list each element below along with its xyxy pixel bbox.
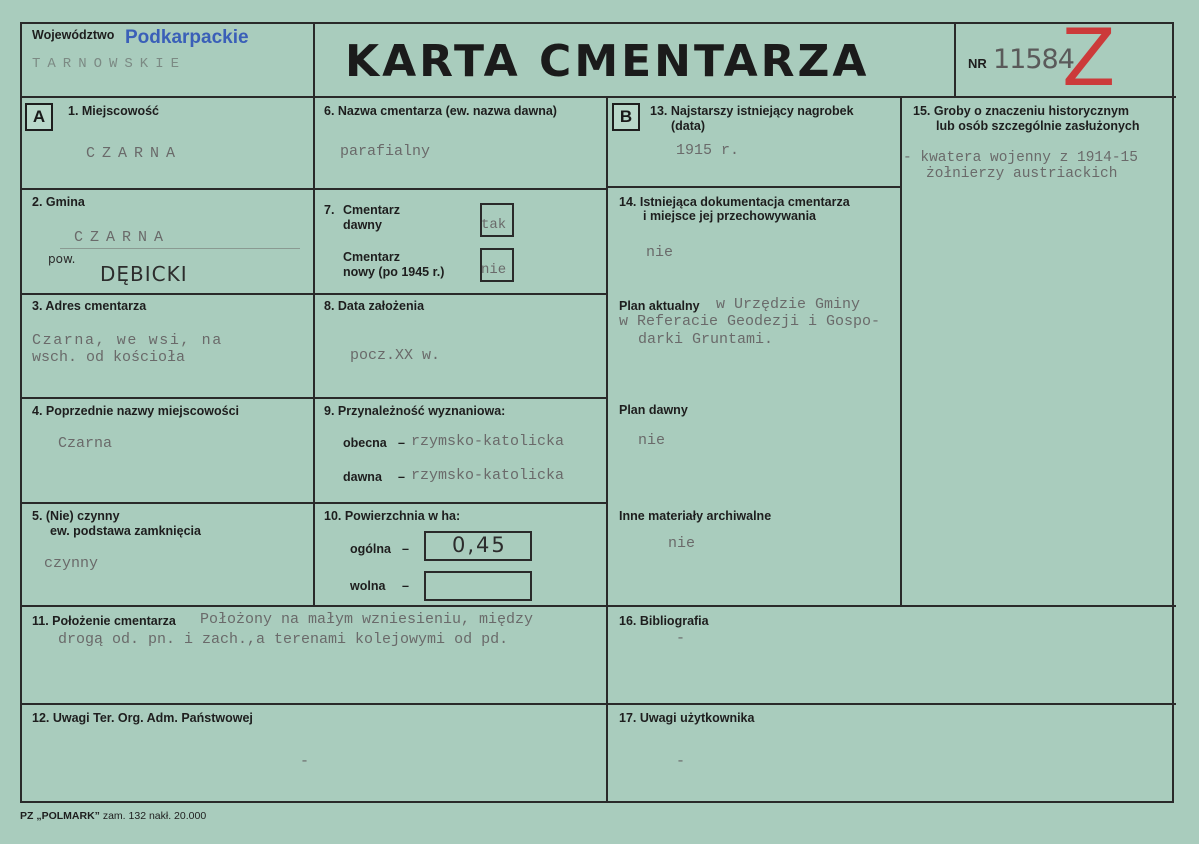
f7-dawny-label-1: Cmentarz	[343, 203, 400, 217]
f15-line2: żołnierzy austriackich	[926, 166, 1118, 182]
f7-label: 7.	[324, 203, 335, 217]
f13-label-2: (data)	[671, 119, 706, 133]
plan-aktualny-line2: w Referacie Geodezji i Gospo-	[619, 313, 881, 330]
f12-label: 12. Uwagi Ter. Org. Adm. Państwowej	[32, 711, 253, 725]
f10-ogolna-label: ogólna	[350, 542, 391, 556]
plan-aktualny-line3: darki Gruntami.	[638, 331, 774, 348]
f8-value: pocz.XX w.	[350, 347, 441, 364]
f11-label: 11. Położenie cmentarza	[32, 614, 176, 628]
f16-value: -	[676, 630, 686, 647]
f16-label: 16. Bibliografia	[619, 614, 709, 628]
wojewodztwo-stamp: Podkarpackie	[125, 27, 249, 48]
rule-header	[20, 96, 1176, 98]
f9-dawna-label: dawna	[343, 470, 382, 484]
inne-value: nie	[668, 535, 696, 552]
f2-underline	[60, 248, 300, 249]
f12-value: -	[300, 753, 310, 770]
f9-dawna-dash: –	[398, 470, 405, 484]
f6-value: parafialny	[340, 143, 431, 160]
f2-label: 2. Gmina	[32, 195, 85, 209]
f1-value: CZARNA	[86, 145, 183, 162]
plan-aktualny-line1: w Urzędzie Gminy	[716, 296, 861, 313]
card-title: KARTA CMENTARZA	[345, 36, 870, 87]
f9-label: 9. Przynależność wyznaniowa:	[324, 404, 506, 418]
f15-line1: - kwatera wojenny z 1914-15	[903, 150, 1138, 166]
f14-label-2: i miejsce jej przechowywania	[643, 209, 816, 223]
f10-wolna-label: wolna	[350, 579, 386, 593]
f10-ogolna-value: 0,45	[452, 533, 507, 557]
rule-v-title-nr	[954, 22, 956, 96]
f2-pow-value: DĘBICKI	[100, 262, 188, 286]
f11-line2: drogą od. pn. i zach.,a terenami kolejowymi od pd.	[58, 631, 509, 648]
f7-nowy-value: nie	[481, 262, 507, 278]
f14-label-1: 14. Istniejąca dokumentacja cmentarza	[619, 195, 850, 209]
rule-v2	[606, 96, 608, 803]
plan-dawny-value: nie	[638, 432, 666, 449]
inne-label: Inne materiały archiwalne	[619, 509, 772, 523]
f3-label: 3. Adres cmentarza	[32, 299, 147, 313]
f9-dawna-value: rzymsko-katolicka	[411, 467, 565, 484]
section-a-badge: A	[25, 103, 53, 131]
f8-label: 8. Data założenia	[324, 299, 425, 313]
f5-value: czynny	[44, 555, 99, 572]
f2-pow-label: pow.	[48, 252, 76, 266]
f10-label: 10. Powierzchnia w ha:	[324, 509, 461, 523]
f13-label-1: 13. Najstarszy istniejący nagrobek	[650, 104, 854, 118]
f7-dawny-value: tak	[481, 217, 507, 233]
f11-line1: Położony na małym wzniesieniu, między	[200, 611, 534, 628]
footer-publisher: PZ „POLMARK”	[20, 810, 100, 822]
f17-label: 17. Uwagi użytkownika	[619, 711, 755, 725]
f9-obecna-value: rzymsko-katolicka	[411, 433, 565, 450]
f7-dawny-label-2: dawny	[343, 218, 382, 232]
category-mark: Z	[1062, 14, 1116, 104]
f3-line1: Czarna, we wsi, na	[32, 332, 223, 349]
wojewodztwo-label: Województwo	[32, 28, 115, 42]
print-footer	[20, 810, 206, 822]
f4-label: 4. Poprzednie nazwy miejscowości	[32, 404, 240, 418]
f9-obecna-label: obecna	[343, 436, 387, 450]
wojewodztwo-typed: TARNOWSKIE	[32, 56, 187, 72]
f3-line2: wsch. od kościoła	[32, 349, 186, 366]
f4-value: Czarna	[58, 435, 113, 452]
plan-aktualny-label: Plan aktualny	[619, 299, 700, 313]
f5-label-1: 5. (Nie) czynny	[32, 509, 120, 523]
f9-obecna-dash: –	[398, 436, 405, 450]
f10-wolna-field[interactable]	[424, 571, 532, 601]
rule-v3	[900, 96, 902, 605]
f2-value: CZARNA	[74, 229, 171, 246]
rule-row5	[20, 605, 1176, 607]
rule-v1	[313, 22, 315, 605]
f7-nowy-label-1: Cmentarz	[343, 250, 400, 264]
rule-row6	[20, 703, 1176, 705]
f15-label-2: lub osób szczególnie zasłużonych	[936, 119, 1140, 133]
f5-label-2: ew. podstawa zamknięcia	[50, 524, 201, 538]
f15-label-1: 15. Groby o znaczeniu historycznym	[913, 104, 1130, 118]
f6-label: 6. Nazwa cmentarza (ew. nazwa dawna)	[324, 104, 557, 118]
nr-label: NR	[968, 56, 987, 71]
f17-value: -	[676, 753, 686, 770]
plan-dawny-label: Plan dawny	[619, 403, 688, 417]
section-b-badge: B	[612, 103, 640, 131]
rule-row1b	[608, 186, 900, 188]
f7-nowy-label-2: nowy (po 1945 r.)	[343, 265, 445, 279]
nr-value: 11584	[993, 44, 1074, 75]
f13-value: 1915 r.	[676, 142, 740, 159]
f10-ogolna-dash: –	[402, 542, 409, 556]
f1-label: 1. Miejscowość	[68, 104, 160, 118]
f14-value: nie	[646, 244, 674, 261]
footer-order: zam. 132 nakł. 20.000	[102, 810, 207, 822]
f10-wolna-dash: –	[402, 579, 409, 593]
